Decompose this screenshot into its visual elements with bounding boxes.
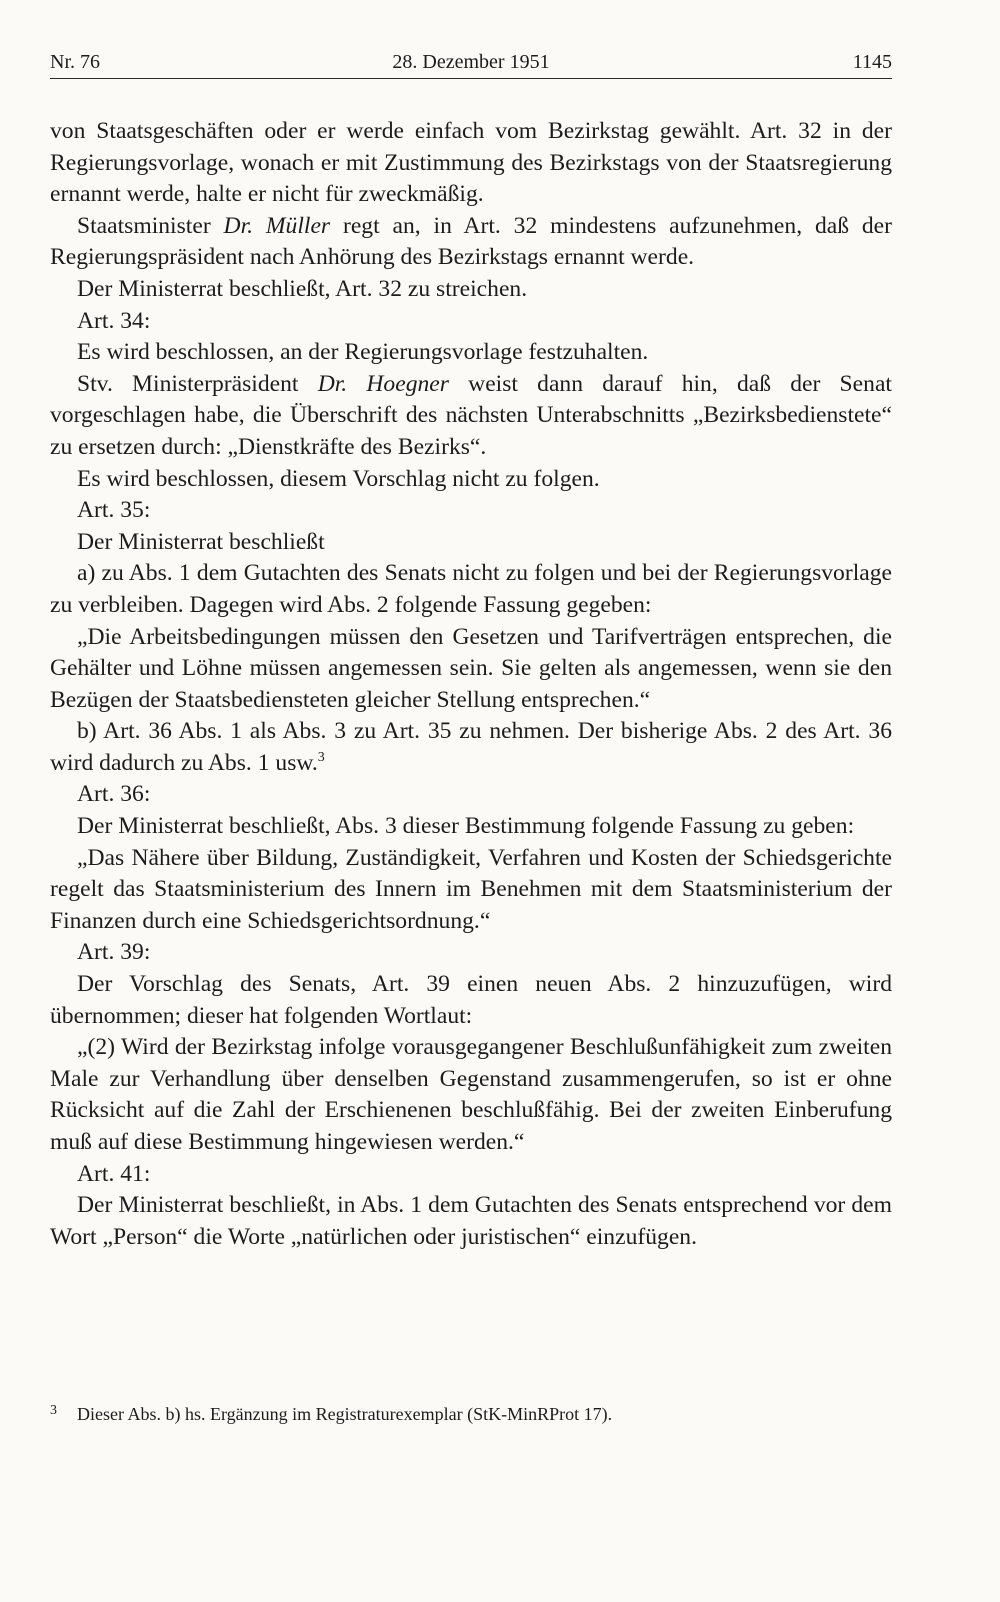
- page-number: 1145: [852, 51, 892, 73]
- footnote-marker: 3: [317, 750, 325, 766]
- article-heading: Art. 35:: [77, 497, 151, 524]
- speaker-name: Dr. Hoegner: [317, 370, 449, 397]
- paragraph: von Staatsgeschäften oder er werde einfach vom Bezirkstag gewählt. Art. 32 in der Regierungsvorlage, wonach er mit Zustimmung des Bezirkstags von der Staatsregierung ernannt werde, halte er nicht für zweckmäßig.: [50, 118, 892, 208]
- speaker-name: Dr. Müller: [223, 212, 331, 239]
- paragraph: a) zu Abs. 1 dem Gutachten des Senats nicht zu folgen und bei der Regierungsvorlage zu verbleiben. Dagegen wird Abs. 2 folgende Fassung gegeben:: [50, 560, 892, 618]
- paragraph: Der Ministerrat beschließt, Art. 32 zu streichen.: [77, 275, 528, 302]
- paragraph: Es wird beschlossen, diesem Vorschlag nicht zu folgen.: [77, 465, 600, 492]
- article-heading: Art. 39:: [77, 939, 151, 966]
- paragraph: Der Ministerrat beschließt, Abs. 3 dieser Bestimmung folgende Fassung zu geben:: [77, 813, 855, 840]
- paragraph: Staatsminister Dr. Müller regt an, in Art. 32 mindestens aufzunehmen, daß der Regierungspräsident nach Anhörung des Bezirkstags ernannt werde.: [50, 212, 892, 271]
- footnote-number: 3: [50, 1403, 57, 1418]
- paragraph: Stv. Ministerpräsident Dr. Hoegner weist dann darauf hin, daß der Senat vorgeschlagen habe, die Überschrift des nächsten Unterabschnitts „Bezirksbedienstete“ zu ersetzen durch: „Dienstkräfte des Bezirks“.: [50, 370, 892, 460]
- paragraph: b) Art. 36 Abs. 1 als Abs. 3 zu Art. 35 zu nehmen. Der bisherige Abs. 2 des Art. 36 wird dadurch zu Abs. 1 usw.$^3$: [50, 718, 892, 776]
- quoted-text: „(2) Wird der Bezirkstag infolge vorausgegangener Beschlußunfähigkeit zum zweiten Male zur Verhandlung über denselben Gegenstand zusammengerufen, so ist er ohne Rücksicht auf die Zahl der Erschienenen beschlußfähig. Bei der zweiten Einberufung muß auf diese Bestimmung hingewiesen werden.“: [50, 1034, 892, 1155]
- footnote-text: Dieser Abs. b) hs. Ergänzung im Registraturexemplar (StK-MinRProt 17).: [77, 1404, 613, 1424]
- quoted-text: „Die Arbeitsbedingungen müssen den Gesetzen und Tarifverträgen entsprechen, die Gehälter und Löhne müssen angemessen sein. Sie gelten als angemessen, wenn sie den Bezügen der Staatsbediensteten gleicher Stellung entsprechen.“: [50, 623, 892, 713]
- paragraph: Es wird beschlossen, an der Regierungsvorlage festzuhalten.: [77, 339, 649, 366]
- quoted-text: „Das Nähere über Bildung, Zuständigkeit, Verfahren und Kosten der Schiedsgerichte regelt das Staatsministerium des Innern im Benehmen mit dem Staatsministerium der Finanzen durch eine Schiedsgerichtsordnung.“: [50, 844, 892, 934]
- article-heading: Art. 41:: [77, 1160, 151, 1187]
- paragraph: Der Vorschlag des Senats, Art. 39 einen neuen Abs. 2 hinzuzufügen, wird übernommen; dieser hat folgenden Wortlaut:: [50, 971, 892, 1029]
- article-heading: Art. 34:: [77, 307, 151, 334]
- article-heading: Art. 36:: [77, 781, 151, 808]
- document-number: Nr. 76: [50, 51, 100, 73]
- page-header: [50, 48, 892, 79]
- main-text: [50, 116, 892, 1253]
- document-date: 28. Dezember 1951: [392, 51, 550, 73]
- footnote: [50, 1402, 892, 1426]
- paragraph: Der Ministerrat beschließt, in Abs. 1 dem Gutachten des Senats entsprechend vor dem Wort „Person“ die Worte „natürlichen oder juristischen“ einzufügen.: [50, 1192, 892, 1250]
- paragraph: Der Ministerrat beschließt: [77, 528, 325, 555]
